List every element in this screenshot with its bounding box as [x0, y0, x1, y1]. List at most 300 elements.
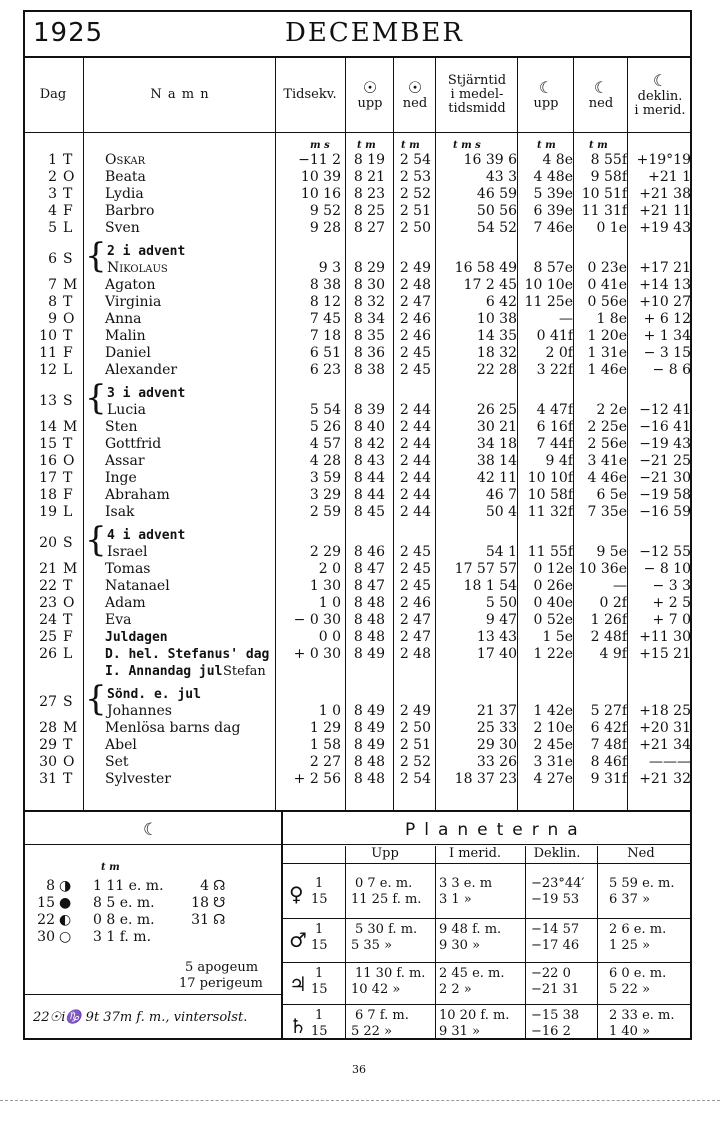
- name-day: Oskar: [105, 152, 146, 168]
- equation-of-time: − 0 30: [293, 612, 341, 628]
- sunday-title: 4 i advent: [107, 528, 186, 543]
- moon-perigeum: 17 perigeum: [179, 976, 263, 991]
- sunrise: 8 47: [353, 578, 385, 594]
- brace: {: [85, 378, 107, 418]
- planet-set: 1 40 »: [609, 1024, 651, 1039]
- name-day: Assar: [105, 453, 145, 469]
- moonrise: 7 46e: [533, 220, 573, 236]
- planet-date: 1: [315, 876, 324, 891]
- weekday: T: [63, 436, 73, 452]
- planet-rise: 0 7 e. m.: [355, 876, 413, 891]
- sunset: 2 50: [399, 720, 431, 736]
- sunday-title: Sönd. e. jul: [107, 687, 201, 702]
- moonset: 2 25e: [587, 419, 627, 435]
- sunrise: 8 34: [353, 311, 385, 327]
- equation-of-time: 7 45: [309, 311, 341, 327]
- moonset: 0 1e: [596, 220, 627, 236]
- day-row: [25, 169, 690, 186]
- moon-declination: +14 13: [639, 277, 691, 293]
- name-day: Agaton: [105, 277, 156, 293]
- sidereal-time: 18 37 23: [454, 771, 517, 787]
- unit-upp: t m: [357, 140, 376, 151]
- sunrise: 8 49: [353, 720, 385, 736]
- weekday: M: [63, 419, 78, 435]
- name-day: Inge: [105, 470, 137, 486]
- sunrise: 8 29: [353, 260, 385, 276]
- day-row: [25, 470, 690, 487]
- phase-day: 15: [37, 895, 55, 911]
- weekday: T: [63, 578, 73, 594]
- weekday: T: [63, 737, 73, 753]
- planet-col-upp: Upp: [371, 846, 399, 861]
- moonset: 9 31f: [590, 771, 627, 787]
- planet-declination: −23°44′: [531, 876, 585, 891]
- moon-declination: +15 21: [639, 646, 691, 662]
- day-number: 6: [48, 251, 57, 267]
- name-day: Daniel: [105, 345, 151, 361]
- moonset: 8 46f: [590, 754, 627, 770]
- name-day: Sylvester: [105, 771, 171, 787]
- moon-declination: −16 59: [639, 504, 691, 520]
- sunrise: 8 19: [353, 152, 385, 168]
- sunrise: 8 46: [353, 544, 385, 560]
- moon-icon: ☾: [652, 71, 668, 90]
- name-day: Lucia: [107, 402, 146, 418]
- moonrise: 0 26e: [533, 578, 573, 594]
- day-row: [25, 277, 690, 294]
- name-day: Gottfrid: [105, 436, 162, 452]
- col-stjarntid: Stjärntid i medel- tidsmidd: [447, 73, 507, 116]
- sun-icon: ☉: [407, 78, 423, 97]
- moon-declination: +21 32: [639, 771, 691, 787]
- weekday: F: [63, 629, 73, 645]
- sidereal-time: 46 7: [485, 487, 517, 503]
- sunset: 2 44: [399, 487, 431, 503]
- sunset: 2 52: [399, 754, 431, 770]
- phase-day: 8: [46, 878, 55, 894]
- name-day: D. hel. Stefanus' dag: [105, 647, 270, 662]
- moon-declination: +20 31: [639, 720, 691, 736]
- name-day: Menlösa barns dag: [105, 720, 241, 736]
- sunset: 2 45: [399, 561, 431, 577]
- moon-icon: ☾: [538, 78, 554, 97]
- sidereal-time: 13 43: [476, 629, 517, 645]
- weekday: S: [63, 251, 73, 267]
- moonset: 1 20e: [587, 328, 627, 344]
- planets-title: Planeterna: [405, 820, 587, 840]
- planet-declination: −19 53: [531, 892, 580, 907]
- moon-declination: − 3 15: [643, 345, 691, 361]
- moon-declination: + 2 5: [652, 595, 691, 611]
- name-day: Anna: [105, 311, 142, 327]
- equation-of-time: 9 52: [309, 203, 341, 219]
- planet-date: 15: [311, 938, 328, 953]
- brace: {: [85, 679, 107, 719]
- col-moon-dekl: ☾ deklin. i merid.: [629, 60, 691, 130]
- day-number: 10: [39, 328, 57, 344]
- day-row: [25, 663, 690, 680]
- planet-set: 2 6 e. m.: [609, 922, 667, 937]
- moonrise: 10 58f: [527, 487, 573, 503]
- equation-of-time: + 2 56: [293, 771, 341, 787]
- moonset: 7 48f: [590, 737, 627, 753]
- moon-unit: t m: [101, 862, 120, 873]
- name-day: Israel: [107, 544, 148, 560]
- col-moon-ned: ☾ ned: [575, 60, 627, 130]
- name-day: Natanael: [105, 578, 170, 594]
- sunrise: 8 30: [353, 277, 385, 293]
- sunrise: 8 49: [353, 646, 385, 662]
- moon-phase-icon: ◑: [59, 878, 72, 894]
- name-day: Abel: [105, 737, 137, 753]
- planet-meridian: 3 1 »: [439, 892, 472, 907]
- moon-declination: +18 25: [639, 703, 691, 719]
- name-day: Tomas: [105, 561, 151, 577]
- day-number: 26: [39, 646, 57, 662]
- name-day: Beata: [105, 169, 146, 185]
- sunset: 2 46: [399, 311, 431, 327]
- moonrise: 7 44f: [536, 436, 573, 452]
- weekday: L: [63, 504, 73, 520]
- day-row: [25, 487, 690, 504]
- col-dag: Dag: [39, 87, 67, 102]
- planet-set: 2 33 e. m.: [609, 1008, 675, 1023]
- sidereal-time: 5 50: [485, 595, 517, 611]
- day-row: [25, 362, 690, 379]
- equation-of-time: 6 51: [309, 345, 341, 361]
- day-number: 17: [39, 470, 57, 486]
- sunday-title: 3 i advent: [107, 386, 186, 401]
- sidereal-time: 6 42: [485, 294, 517, 310]
- moon-declination: −19 43: [639, 436, 691, 452]
- phase-day: 22: [37, 912, 55, 928]
- moon-declination: −19 58: [639, 487, 691, 503]
- planet-date: 1: [315, 922, 324, 937]
- moonrise: 2 0f: [545, 345, 573, 361]
- moonrise: 5 39e: [533, 186, 573, 202]
- moonset: 1 31e: [587, 345, 627, 361]
- moonset: 0 2f: [599, 595, 627, 611]
- moon-declination: − 8 6: [652, 362, 691, 378]
- node-day: 31: [191, 912, 209, 928]
- moonrise: 11 55f: [527, 544, 573, 560]
- sidereal-time: 26 25: [476, 402, 517, 418]
- weekday: L: [63, 220, 73, 236]
- sunset: 2 45: [399, 345, 431, 361]
- moon-declination: +17 21: [639, 260, 691, 276]
- sunset: 2 44: [399, 504, 431, 520]
- col-moon-upp: ☾ upp: [519, 60, 573, 130]
- day-number: 27: [39, 694, 57, 710]
- equation-of-time: 4 28: [309, 453, 341, 469]
- moon-declination: + 7 0: [652, 612, 691, 628]
- moonset: 0 41e: [587, 277, 627, 293]
- weekday: L: [63, 362, 73, 378]
- unit-ned: t m: [401, 140, 420, 151]
- sidereal-time: 18 32: [476, 345, 517, 361]
- equation-of-time: 3 29: [309, 487, 341, 503]
- moon-declination: +10 27: [639, 294, 691, 310]
- day-row: [25, 629, 690, 646]
- node-day: 4: [200, 878, 209, 894]
- moon-declination: +19°19: [636, 152, 691, 168]
- day-number: 20: [39, 535, 57, 551]
- col-sun-upp: ☉ upp: [347, 60, 393, 130]
- equation-of-time: −11 2: [298, 152, 341, 168]
- moon-declination: −12 55: [639, 544, 691, 560]
- equation-of-time: 1 0: [318, 703, 341, 719]
- sunrise: 8 38: [353, 362, 385, 378]
- moon-phase-icon: ●: [59, 895, 72, 911]
- sunrise: 8 36: [353, 345, 385, 361]
- planet-meridian: 9 31 »: [439, 1024, 481, 1039]
- sidereal-time: 54 1: [485, 544, 517, 560]
- sunrise: 8 48: [353, 771, 385, 787]
- sunset: 2 54: [399, 152, 431, 168]
- moonset: 2 48f: [590, 629, 627, 645]
- day-row: [25, 436, 690, 453]
- day-number: 19: [39, 504, 57, 520]
- sidereal-time: 54 52: [476, 220, 517, 236]
- equation-of-time: 2 59: [309, 504, 341, 520]
- day-number: 14: [39, 419, 57, 435]
- moon-declination: − 8 10: [643, 561, 691, 577]
- mars-icon: ♂: [289, 928, 307, 952]
- day-row: [25, 504, 690, 521]
- moonrise: —: [559, 311, 573, 327]
- sidereal-time: 25 33: [476, 720, 517, 736]
- moonset: 2 2e: [596, 402, 627, 418]
- moon-declination: +21 34: [639, 737, 691, 753]
- sunset: 2 44: [399, 436, 431, 452]
- moon-declination: −16 41: [639, 419, 691, 435]
- day-row: [25, 186, 690, 203]
- sidereal-time: 18 1 54: [463, 578, 517, 594]
- sunrise: 8 42: [353, 436, 385, 452]
- day-number: 30: [39, 754, 57, 770]
- planet-col-merid: I merid.: [448, 846, 502, 861]
- sunrise: 8 23: [353, 186, 385, 202]
- day-number: 7: [48, 277, 57, 293]
- sidereal-time: 34 18: [476, 436, 517, 452]
- unit-tid: m s: [310, 140, 330, 151]
- planet-rise: 10 42 »: [351, 982, 401, 997]
- lunar-node-icon: ☊: [213, 878, 226, 894]
- weekday: O: [63, 311, 75, 327]
- equation-of-time: 9 28: [309, 220, 341, 236]
- day-row: [25, 453, 690, 470]
- moonrise: 4 8e: [542, 152, 573, 168]
- sunrise: 8 44: [353, 487, 385, 503]
- page-edge-divider: [0, 1100, 720, 1101]
- day-row: [25, 220, 690, 237]
- sidereal-time: 50 4: [485, 504, 517, 520]
- planet-declination: −22 0: [531, 966, 571, 981]
- moonset: 7 35e: [587, 504, 627, 520]
- sunrise: 8 48: [353, 629, 385, 645]
- name-day: Adam: [105, 595, 146, 611]
- month-title: DECEMBER: [285, 18, 464, 48]
- weekday: M: [63, 720, 78, 736]
- moonset: 9 58f: [590, 169, 627, 185]
- weekday: O: [63, 595, 75, 611]
- moonrise: 2 10e: [533, 720, 573, 736]
- sunrise: 8 25: [353, 203, 385, 219]
- brace: {: [85, 236, 107, 276]
- sunrise: 8 40: [353, 419, 385, 435]
- day-number: 16: [39, 453, 57, 469]
- sunrise: 8 39: [353, 402, 385, 418]
- moon-declination: −12 41: [639, 402, 691, 418]
- moonrise: 11 25e: [524, 294, 573, 310]
- equation-of-time: 2 0: [318, 561, 341, 577]
- sunset: 2 47: [399, 612, 431, 628]
- weekday: T: [63, 186, 73, 202]
- sunrise: 8 27: [353, 220, 385, 236]
- moonrise: 10 10e: [524, 277, 573, 293]
- moon-phase-icon: ☾: [143, 820, 159, 840]
- planet-rise: 6 7 f. m.: [355, 1008, 409, 1023]
- planet-meridian: 2 2 »: [439, 982, 472, 997]
- moon-declination: +19 43: [639, 220, 691, 236]
- saturn-icon: ♄: [289, 1014, 307, 1038]
- equation-of-time: 2 27: [309, 754, 341, 770]
- sunset: 2 53: [399, 169, 431, 185]
- sunrise: 8 43: [353, 453, 385, 469]
- jupiter-icon: ♃: [289, 972, 307, 996]
- node-day: 18: [191, 895, 209, 911]
- moon-phase-icon: ○: [59, 929, 72, 945]
- day-row: [25, 720, 690, 737]
- venus-icon: ♀: [289, 882, 304, 906]
- moonset: 0 23e: [587, 260, 627, 276]
- equation-of-time: 8 38: [309, 277, 341, 293]
- equation-of-time: 9 3: [318, 260, 341, 276]
- equation-of-time: 5 26: [309, 419, 341, 435]
- planet-set: 5 22 »: [609, 982, 651, 997]
- planet-date: 1: [315, 1008, 324, 1023]
- moon-declination: +21 38: [639, 186, 691, 202]
- sunrise: 8 47: [353, 561, 385, 577]
- moonrise: 0 52e: [533, 612, 573, 628]
- sidereal-time: 29 30: [476, 737, 517, 753]
- equation-of-time: 8 12: [309, 294, 341, 310]
- planet-set: 6 0 e. m.: [609, 966, 667, 981]
- planet-rise: 5 35 »: [351, 938, 393, 953]
- day-row: [25, 595, 690, 612]
- moonrise: 1 5e: [542, 629, 573, 645]
- almanac-page: [23, 10, 692, 1040]
- sunset: 2 44: [399, 453, 431, 469]
- day-row: [25, 311, 690, 328]
- sunrise: 8 21: [353, 169, 385, 185]
- weekday: O: [63, 453, 75, 469]
- moonset: 8 55f: [590, 152, 627, 168]
- sunrise: 8 32: [353, 294, 385, 310]
- day-number: 13: [39, 393, 57, 409]
- moonrise: 9 4f: [545, 453, 573, 469]
- equation-of-time: 1 30: [309, 578, 341, 594]
- sunset: 2 48: [399, 646, 431, 662]
- moonset: 0 56e: [587, 294, 627, 310]
- moonrise: 3 31e: [533, 754, 573, 770]
- sunset: 2 52: [399, 186, 431, 202]
- sidereal-time: 17 57 57: [454, 561, 517, 577]
- equation-of-time: 5 54: [309, 402, 341, 418]
- moonset: 1 46e: [587, 362, 627, 378]
- name-day: Juldagen: [105, 630, 168, 645]
- day-row: [25, 612, 690, 629]
- day-row: [25, 561, 690, 578]
- planet-column-divider: [435, 846, 436, 1038]
- planet-declination: −21 31: [531, 982, 580, 997]
- day-number: 9: [48, 311, 57, 327]
- sidereal-time: 46 59: [476, 186, 517, 202]
- sunset: 2 44: [399, 419, 431, 435]
- planet-meridian: 9 48 f. m.: [439, 922, 502, 937]
- sunset: 2 49: [399, 703, 431, 719]
- planet-rise: 5 30 f. m.: [355, 922, 418, 937]
- moonset: 4 9f: [599, 646, 627, 662]
- day-row: [25, 152, 690, 169]
- moon-declination: + 1 34: [643, 328, 691, 344]
- day-number: 8: [48, 294, 57, 310]
- moonrise: 0 40e: [533, 595, 573, 611]
- title-bar: [25, 12, 690, 58]
- day-row: [25, 328, 690, 345]
- day-number: 25: [39, 629, 57, 645]
- planet-meridian: 9 30 »: [439, 938, 481, 953]
- moonrise: 11 32f: [527, 504, 573, 520]
- moonrise: 1 22e: [533, 646, 573, 662]
- day-number: 28: [39, 720, 57, 736]
- name-day: Sven: [105, 220, 140, 236]
- sidereal-time: 50 56: [476, 203, 517, 219]
- equation-of-time: 4 57: [309, 436, 341, 452]
- equation-of-time: 10 16: [300, 186, 341, 202]
- sidereal-time: 16 39 6: [463, 152, 517, 168]
- sunset: 2 45: [399, 362, 431, 378]
- day-number: 15: [39, 436, 57, 452]
- moonrise: 4 48e: [533, 169, 573, 185]
- weekday: M: [63, 561, 78, 577]
- day-row: [25, 345, 690, 362]
- page-number: 36: [352, 1063, 366, 1076]
- moon-declination: +21 1: [648, 169, 691, 185]
- winter-solstice: 22☉i♑ 9t 37m f. m., vintersolst.: [33, 1010, 248, 1025]
- moonset: 2 56e: [587, 436, 627, 452]
- day-row: [25, 771, 690, 788]
- sunset: 2 48: [399, 277, 431, 293]
- moonset: 5 27f: [590, 703, 627, 719]
- sunrise: 8 48: [353, 595, 385, 611]
- planet-rise: 5 22 »: [351, 1024, 393, 1039]
- sidereal-time: 21 37: [476, 703, 517, 719]
- equation-of-time: 7 18: [309, 328, 341, 344]
- moon-declination: −21 25: [639, 453, 691, 469]
- planet-declination: −14 57: [531, 922, 580, 937]
- day-number: 18: [39, 487, 57, 503]
- moonrise: 3 22f: [536, 362, 573, 378]
- moonset: 1 8e: [596, 311, 627, 327]
- planet-date: 1: [315, 966, 324, 981]
- day-row: [25, 646, 690, 663]
- moonset: 9 5e: [596, 544, 627, 560]
- day-number: 11: [39, 345, 57, 361]
- day-number: 1: [48, 152, 57, 168]
- name-day-secondary: I. Annandag jul: [105, 664, 223, 679]
- day-number: 31: [39, 771, 57, 787]
